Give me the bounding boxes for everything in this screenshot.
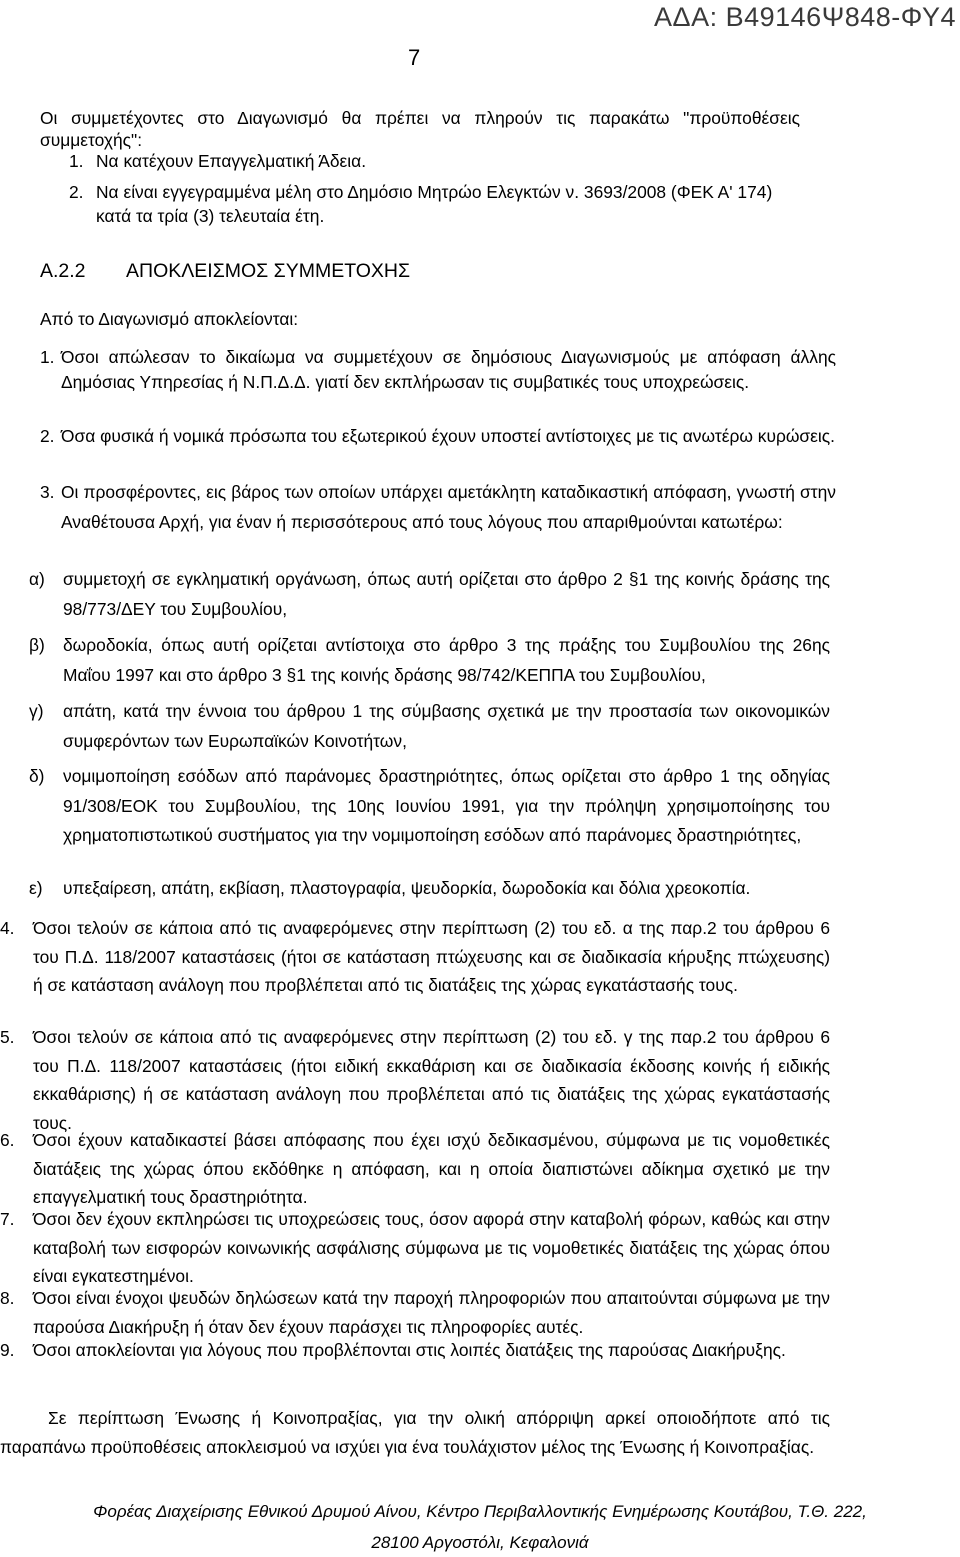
sub-item-letter: β) (29, 635, 45, 655)
exclusion-text: Όσοι αποκλείονται για λόγους που προβλέπονται στις λοιπές διατάξεις της παρούσας Διακήρυξης. (33, 1340, 786, 1360)
sub-item (29, 762, 830, 851)
exclusion-number: 2. (40, 426, 55, 446)
exclusion-item (0, 1284, 830, 1341)
section-number: Α.2.2 (40, 260, 86, 282)
sub-item-text: συμμετοχή σε εγκληματική οργάνωση, όπως αυτή ορίζεται στο άρθρο 2 §1 της κοινής δράσης της 98/773/ΔΕΥ του Συμβουλίου, (63, 569, 830, 619)
exclusion-text: Όσοι έχουν καταδικαστεί βάσει απόφασης που έχει ισχύ δεδικασμένου, σύμφωνα με τις νομοθετικές διατάξεις της χώρας όπου εκδόθηκε η απόφαση, και η οποία διαπιστώνει αδίκημα σχετικό με την επαγγελματική τους δραστηριότητα. (33, 1130, 830, 1207)
exclusion-text: Όσοι απώλεσαν το δικαίωμα να συμμετέχουν σε δημόσιους Διαγωνισμούς με απόφαση άλλης Δημόσιας Υπηρεσίας ή Ν.Π.Δ.Δ. γιατί δεν εκπλήρωσαν τις συμβατικές τους υποχρεώσεις. (61, 347, 836, 392)
exclusion-item (40, 345, 836, 395)
exclusion-item (0, 1336, 830, 1365)
sub-item (29, 565, 830, 624)
page-number: 7 (408, 45, 421, 70)
exclusion-number: 7. (0, 1209, 15, 1229)
sub-item-text: νομιμοποίηση εσόδων από παράνομες δραστηριότητες, όπως ορίζεται στο άρθρο 1 της οδηγίας 91/308/ΕΟΚ του Συμβουλίου, της 10ης Ιουνίου 1991, για την πρόληψη χρησιμοποίησης του χρηματοπιστωτικού συστήματος για την νομιμοποίηση εσόδων από παράνομες δραστηριότητες, (63, 766, 830, 845)
sub-item-text: δωροδοκία, όπως αυτή ορίζεται αντίστοιχα στο άρθρο 3 της πράξης του Συμβουλίου της 26ης Μαΐου 1997 και στο άρθρο 3 §1 της κοινής δράσης 98/742/ΚΕΠΠΑ του Συμβουλίου, (63, 635, 830, 685)
exclusion-number: 8. (0, 1288, 15, 1308)
requirement-text: Να κατέχουν Επαγγελματική Άδεια. (96, 151, 367, 171)
footer-line-2: 28100 Αργοστόλι, Κεφαλονιά (371, 1533, 589, 1552)
footer-line-1: Φορέας Διαχείρισης Εθνικού Δρυμού Αίνου, Κέντρο Περιβαλλοντικής Ενημέρωσης Κουτάβου, Τ.Θ. 222, (93, 1502, 867, 1521)
exclusion-text: Οι προσφέροντες, εις βάρος των οποίων υπάρχει αμετάκλητη καταδικαστική απόφαση, γνωστή στην Αναθέτουσα Αρχή, για έναν ή περισσότερους από τους λόγους που απαριθμούνται κατωτέρω: (61, 482, 836, 532)
sub-item (29, 874, 830, 904)
sub-item (29, 631, 830, 690)
exclusion-text: Όσοι τελούν σε κάποια από τις αναφερόμενες στην περίπτωση (2) του εδ. γ της παρ.2 του άρθρου 6 του Π.Δ. 118/2007 καταστάσεις (ήτοι ειδική εκκαθάριση και σε διαδικασία έκδοσης κοινής ή ειδικής εκκαθάρισης) ή σε κατάσταση ανάλογη που προβλέπεται από τις διατάξεις της χώρας εγκατάστασής τους. (33, 1027, 830, 1133)
exclusion-item (0, 1205, 830, 1291)
exclusion-number: 3. (40, 482, 55, 502)
sub-item-letter: α) (29, 569, 45, 589)
exclusion-number: 1. (40, 347, 55, 367)
exclusion-text: Όσοι τελούν σε κάποια από τις αναφερόμενες στην περίπτωση (2) του εδ. α της παρ.2 του άρθρου 6 του Π.Δ. 118/2007 καταστάσεις (ήτοι σε κατάσταση πτώχευσης και σε διαδικασία κήρυξης πτώχευσης) ή σε κατάσταση ανάλογη που προβλέπεται από τις διατάξεις της χώρας εγκατάστασής τους. (33, 918, 830, 995)
section-heading (40, 258, 411, 284)
sub-item (29, 697, 830, 756)
closing-paragraph: Σε περίπτωση Ένωσης ή Κοινοπραξίας, για την ολική απόρριψη αρκεί οποιοδήποτε από τις παραπάνω προϋποθέσεις αποκλεισμού να ισχύει για ένα τουλάχιστον μέλος της Ένωσης ή Κοινοπραξίας. (0, 1408, 830, 1457)
preamble: Οι συμμετέχοντες στο Διαγωνισμό θα πρέπει να πληρούν τις παρακάτω "προϋποθέσεις συμμετοχής": (40, 108, 800, 150)
sub-item-letter: γ) (29, 701, 44, 721)
requirement-item (69, 151, 786, 172)
requirement-number: 1. (69, 151, 84, 171)
exclusion-item (40, 424, 836, 449)
requirement-text: Να είναι εγγεγραμμένα μέλη στο Δημόσιο Μητρώο Ελεγκτών ν. 3693/2008 (ΦΕΚ Α' 174) κατά τα τρία (3) τελευταία έτη. (96, 182, 773, 226)
exclusion-number: 5. (0, 1027, 15, 1047)
exclusion-item (0, 1126, 830, 1212)
sub-item-text: απάτη, κατά την έννοια του άρθρου 1 της σύμβασης σχετικά με την προστασία των οικονομικών συμφερόντων των Ευρωπαϊκών Κοινοτήτων, (63, 701, 830, 751)
exclusion-item (0, 1023, 830, 1137)
sub-item-text: υπεξαίρεση, απάτη, εκβίαση, πλαστογραφία, ψευδορκία, δωροδοκία και δόλια χρεοκοπία. (63, 878, 751, 898)
exclusion-text: Όσα φυσικά ή νομικά πρόσωπα του εξωτερικού έχουν υποστεί αντίστοιχες με τις ανωτέρω κυρώσεις. (61, 426, 835, 446)
exclusion-text: Όσοι δεν έχουν εκπληρώσει τις υποχρεώσεις τους, όσον αφορά στην καταβολή φόρων, καθώς και στην καταβολή των εισφορών κοινωνικής ασφάλισης σύμφωνα με τις νομοθετικές διατάξεις της χώρας όπου είναι εγκατεστημένοι. (33, 1209, 830, 1286)
section-title: ΑΠΟΚΛΕΙΣΜΟΣ ΣΥΜΜΕΤΟΧΗΣ (126, 260, 411, 282)
sub-item-letter: δ) (29, 766, 45, 786)
requirement-item (69, 180, 786, 228)
requirement-number: 2. (69, 182, 84, 202)
exclusion-number: 6. (0, 1130, 15, 1150)
sub-item-letter: ε) (29, 878, 43, 898)
exclusion-item (40, 478, 836, 537)
exclusion-number: 9. (0, 1340, 15, 1360)
section-intro: Από το Διαγωνισμό αποκλείονται: (40, 309, 299, 329)
ada-code: ΑΔΑ: Β49146Ψ848-ΦΥ4 (654, 2, 956, 32)
exclusion-number: 4. (0, 918, 15, 938)
exclusion-text: Όσοι είναι ένοχοι ψευδών δηλώσεων κατά την παροχή πληροφοριών που απαιτούνται σύμφωνα με την παρούσα Διακήρυξη ή όταν δεν έχουν παράσχει τις πληροφορίες αυτές. (33, 1288, 830, 1337)
